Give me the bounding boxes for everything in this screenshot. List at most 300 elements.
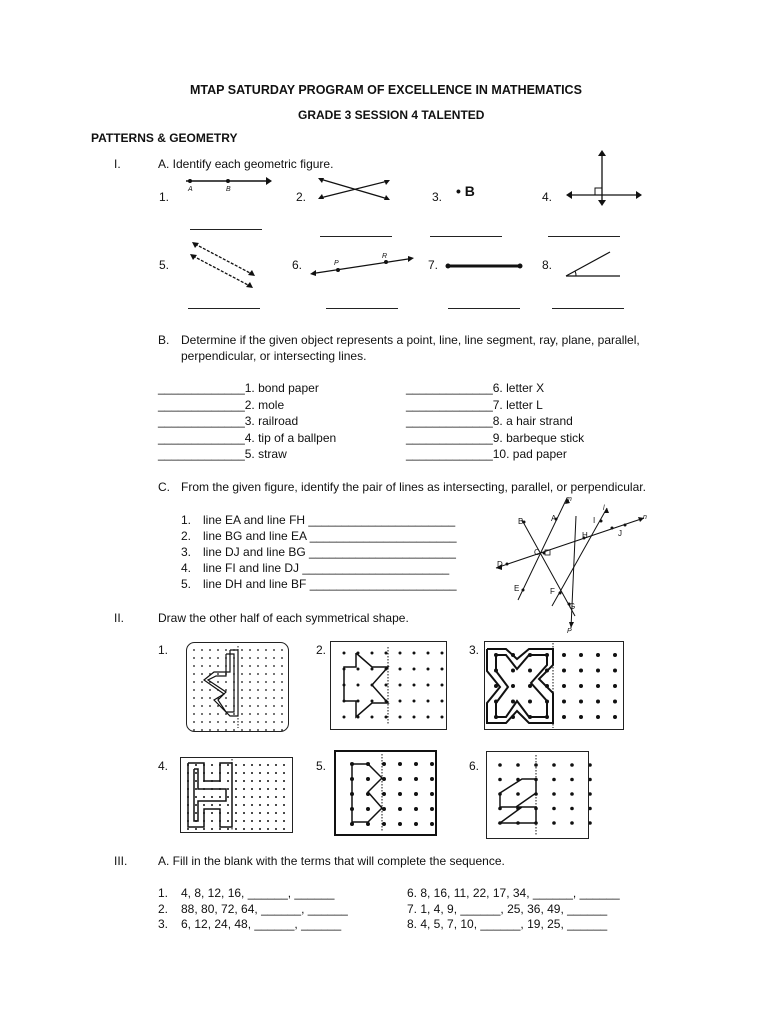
- grid-dot: [241, 729, 243, 731]
- grid-dot: [273, 713, 275, 715]
- part-3-instruction: A. Fill in the blank with the terms that will complete the sequence.: [158, 854, 505, 868]
- grid-dot: [193, 657, 195, 659]
- grid-dot: [249, 689, 251, 691]
- grid-dot: [211, 764, 213, 766]
- grid-dot: [441, 716, 444, 719]
- grid-dot: [241, 721, 243, 723]
- grid-dot: [265, 665, 267, 667]
- grid-dot: [511, 669, 515, 673]
- answer-blank[interactable]: [430, 236, 502, 237]
- grid-dot: [562, 715, 566, 719]
- grid-dot: [385, 684, 388, 687]
- figure-number: 2.: [296, 190, 307, 204]
- grid-dot: [195, 772, 197, 774]
- grid-dot: [267, 764, 269, 766]
- grid-dot: [225, 681, 227, 683]
- figure-label-d: D: [497, 560, 503, 569]
- grid-dot: [265, 697, 267, 699]
- grid-dot: [273, 657, 275, 659]
- grid-dot: [267, 780, 269, 782]
- grid-dot: [371, 700, 374, 703]
- grid-dot: [249, 665, 251, 667]
- grid-dot: [217, 665, 219, 667]
- grid-dot: [265, 649, 267, 651]
- grid-dot: [241, 697, 243, 699]
- grid-dot: [227, 820, 229, 822]
- section-heading: PATTERNS & GEOMETRY: [91, 131, 238, 145]
- grid-dot: [382, 762, 386, 766]
- grid-dot: [219, 828, 221, 830]
- grid-dot: [267, 788, 269, 790]
- grid-dot: [430, 822, 434, 826]
- grid-dot: [195, 804, 197, 806]
- grid-dot: [516, 763, 520, 767]
- figure-label-m: m: [566, 496, 572, 503]
- grid-dot: [225, 697, 227, 699]
- grid-dot: [259, 796, 261, 798]
- object-item: _____________3. railroad: [158, 414, 299, 428]
- figure-6-label-r: R: [382, 253, 388, 260]
- grid-dot: [243, 764, 245, 766]
- grid-dot: [267, 796, 269, 798]
- figure-6-label-p: P: [334, 260, 339, 267]
- grid-dot: [414, 822, 418, 826]
- grid-dot: [195, 780, 197, 782]
- figure-label-a: A: [551, 514, 557, 523]
- grid-dot: [251, 780, 253, 782]
- grid-dot: [570, 821, 574, 825]
- grid-dot: [193, 713, 195, 715]
- grid-dot: [441, 668, 444, 671]
- grid-dot: [414, 777, 418, 781]
- sequence-item: 4, 8, 12, 16, ______, ______: [181, 886, 335, 900]
- grid-dot: [257, 729, 259, 731]
- shape-number: 6.: [469, 759, 480, 773]
- symmetry-grid-4: [180, 757, 293, 833]
- part-1b-letter: B.: [158, 333, 170, 347]
- grid-dot: [241, 665, 243, 667]
- part-2-instruction: Draw the other half of each symmetrical shape.: [158, 611, 409, 625]
- grid-dot: [265, 681, 267, 683]
- figure-1-label-b: B: [226, 186, 231, 193]
- grid-dot: [201, 673, 203, 675]
- grid-dot: [371, 652, 374, 655]
- grid-dot: [243, 780, 245, 782]
- grid-dot: [385, 716, 388, 719]
- grid-dot: [570, 778, 574, 782]
- symmetry-grid-5: [334, 750, 437, 836]
- grid-dot: [430, 792, 434, 796]
- grid-dot: [249, 729, 251, 731]
- grid-dot: [267, 828, 269, 830]
- object-item: _____________8. a hair strand: [406, 414, 573, 428]
- grid-dot: [357, 700, 360, 703]
- figure-label-e: E: [514, 584, 520, 593]
- grid-dot: [241, 681, 243, 683]
- figure-5-parallel-lines: [190, 240, 260, 290]
- answer-blank[interactable]: [448, 308, 520, 309]
- grid-dot: [201, 657, 203, 659]
- grid-dot: [399, 668, 402, 671]
- grid-dot: [414, 807, 418, 811]
- grid-dot: [235, 796, 237, 798]
- grid-dot: [227, 764, 229, 766]
- grid-dot: [209, 705, 211, 707]
- grid-dot: [283, 772, 285, 774]
- line-pair-item: line BG and line EA ______________________: [203, 529, 457, 543]
- grid-dot: [596, 684, 600, 688]
- grid-dot: [257, 665, 259, 667]
- grid-dot: [357, 668, 360, 671]
- grid-dot: [193, 697, 195, 699]
- grid-dot: [596, 700, 600, 704]
- figure-label-c: C: [534, 548, 540, 557]
- grid-dot: [227, 772, 229, 774]
- worksheet-subtitle: GRADE 3 SESSION 4 TALENTED: [298, 108, 485, 122]
- grid-dot: [441, 684, 444, 687]
- grid-dot: [201, 649, 203, 651]
- grid-dot: [552, 821, 556, 825]
- grid-dot: [193, 705, 195, 707]
- line-pair-item: line DH and line BF ______________________: [203, 577, 457, 591]
- grid-dot: [371, 716, 374, 719]
- grid-dot: [225, 729, 227, 731]
- grid-dot: [281, 721, 283, 723]
- grid-dot: [579, 684, 583, 688]
- grid-dot: [398, 807, 402, 811]
- grid-dot: [267, 812, 269, 814]
- grid-dot: [235, 820, 237, 822]
- line-pair-number: 5.: [181, 577, 192, 591]
- grid-dot: [227, 788, 229, 790]
- grid-dot: [596, 669, 600, 673]
- grid-dot: [259, 764, 261, 766]
- grid-dot: [427, 684, 430, 687]
- answer-blank[interactable]: [326, 308, 398, 309]
- grid-dot: [257, 681, 259, 683]
- grid-dot: [579, 669, 583, 673]
- grid-dot: [399, 700, 402, 703]
- grid-dot: [209, 657, 211, 659]
- grid-dot: [562, 684, 566, 688]
- grid-dot: [227, 796, 229, 798]
- line-pair-number: 3.: [181, 545, 192, 559]
- grid-dot: [579, 715, 583, 719]
- grid-dot: [267, 772, 269, 774]
- grid-dot: [219, 796, 221, 798]
- grid-dot: [225, 649, 227, 651]
- worksheet-title: MTAP SATURDAY PROGRAM OF EXCELLENCE IN MATHEMATICS: [190, 83, 582, 97]
- grid-dot: [241, 673, 243, 675]
- figure-1-label-a: A: [188, 186, 193, 193]
- figure-label-p: P: [567, 628, 572, 635]
- grid-dot: [613, 700, 617, 704]
- grid-dot: [427, 716, 430, 719]
- figure-label-b: B: [518, 517, 524, 526]
- grid-dot: [366, 777, 370, 781]
- figure-4-perpendicular-lines: [566, 150, 642, 206]
- grid-dot: [211, 828, 213, 830]
- grid-dot: [235, 828, 237, 830]
- answer-blank[interactable]: [320, 236, 392, 237]
- grid-dot: [399, 652, 402, 655]
- shape-number: 2.: [316, 643, 327, 657]
- figure-number: 3.: [432, 190, 443, 204]
- grid-dot: [343, 716, 346, 719]
- figure-3-point: • B: [456, 183, 475, 199]
- grid-dot: [259, 804, 261, 806]
- part-1a-instruction: A. Identify each geometric figure.: [158, 157, 334, 171]
- figure-label-l: l: [603, 505, 605, 512]
- figure-label-h: H: [582, 531, 588, 540]
- grid-dot: [211, 820, 213, 822]
- grid-dot: [511, 684, 515, 688]
- grid-dot: [209, 689, 211, 691]
- part-2-numeral: II.: [114, 611, 125, 625]
- grid-dot: [267, 804, 269, 806]
- grid-dot: [243, 828, 245, 830]
- grid-dot: [193, 673, 195, 675]
- grid-dot: [265, 657, 267, 659]
- grid-dot: [233, 729, 235, 731]
- grid-dot: [552, 763, 556, 767]
- part-3-numeral: III.: [114, 854, 128, 868]
- line-pair-number: 1.: [181, 513, 192, 527]
- grid-dot: [235, 812, 237, 814]
- grid-dot: [562, 653, 566, 657]
- grid-dot: [259, 820, 261, 822]
- grid-dot: [257, 713, 259, 715]
- grid-dot: [243, 804, 245, 806]
- object-item: _____________10. pad paper: [406, 447, 567, 461]
- grid-dot: [596, 653, 600, 657]
- grid-dot: [201, 689, 203, 691]
- grid-dot: [281, 705, 283, 707]
- sequence-item: 6. 8, 16, 11, 22, 17, 34, ______, ______: [407, 886, 620, 900]
- grid-dot: [498, 778, 502, 782]
- grid-dot: [257, 705, 259, 707]
- shape-number: 1.: [158, 643, 169, 657]
- grid-dot: [241, 657, 243, 659]
- sequence-number: 1.: [158, 886, 169, 900]
- answer-blank[interactable]: [548, 236, 620, 237]
- grid-dot: [399, 684, 402, 687]
- line-pair-number: 4.: [181, 561, 192, 575]
- grid-dot: [249, 673, 251, 675]
- grid-dot: [430, 777, 434, 781]
- grid-dot: [579, 653, 583, 657]
- line-pair-item: line DJ and line BG ______________________: [203, 545, 456, 559]
- grid-dot: [267, 820, 269, 822]
- grid-dot: [259, 780, 261, 782]
- grid-dot: [275, 764, 277, 766]
- grid-dot: [235, 772, 237, 774]
- grid-dot: [251, 796, 253, 798]
- figure-number: 1.: [159, 190, 170, 204]
- grid-dot: [265, 673, 267, 675]
- grid-dot: [273, 665, 275, 667]
- part-1c-letter: C.: [158, 480, 170, 494]
- grid-dot: [283, 828, 285, 830]
- sequence-item: 7. 1, 4, 9, ______, 25, 36, 49, ______: [407, 902, 608, 916]
- grid-dot: [275, 788, 277, 790]
- grid-dot: [283, 764, 285, 766]
- grid-dot: [201, 705, 203, 707]
- grid-dot: [249, 657, 251, 659]
- grid-dot: [613, 653, 617, 657]
- grid-dot: [273, 689, 275, 691]
- grid-dot: [413, 652, 416, 655]
- grid-dot: [225, 721, 227, 723]
- grid-dot: [195, 828, 197, 830]
- grid-dot: [251, 828, 253, 830]
- figure-number: 7.: [428, 258, 439, 272]
- part-1b-instruction-line1: Determine if the given object represents a point, line, line segment, ray, plane, parallel,: [181, 333, 640, 347]
- symmetry-grid-1: [186, 642, 289, 732]
- shape-number: 3.: [469, 643, 480, 657]
- grid-dot: [209, 649, 211, 651]
- grid-dot: [413, 684, 416, 687]
- grid-dot: [259, 828, 261, 830]
- figure-label-f: F: [550, 587, 555, 596]
- figure-label-j: J: [618, 529, 622, 538]
- grid-dot: [613, 669, 617, 673]
- grid-dot: [251, 804, 253, 806]
- grid-dot: [283, 796, 285, 798]
- part-1b-instruction-line2: perpendicular, or intersecting lines.: [181, 349, 367, 363]
- grid-dot: [217, 713, 219, 715]
- grid-dot: [273, 697, 275, 699]
- grid-dot: [273, 705, 275, 707]
- grid-dot: [570, 792, 574, 796]
- grid-dot: [241, 713, 243, 715]
- grid-dot: [259, 772, 261, 774]
- grid-dot: [227, 780, 229, 782]
- grid-dot: [203, 796, 205, 798]
- grid-dot: [249, 705, 251, 707]
- grid-dot: [243, 788, 245, 790]
- answer-blank[interactable]: [190, 229, 262, 230]
- grid-dot: [235, 804, 237, 806]
- grid-dot: [273, 681, 275, 683]
- grid-dot: [430, 762, 434, 766]
- intersecting-lines-figure: [484, 496, 654, 636]
- grid-dot: [257, 649, 259, 651]
- figure-label-g: G: [569, 602, 576, 611]
- object-item: _____________2. mole: [158, 398, 285, 412]
- grid-dot: [225, 689, 227, 691]
- grid-dot: [265, 729, 267, 731]
- grid-dot: [217, 673, 219, 675]
- grid-dot: [498, 763, 502, 767]
- part-1c-instruction: From the given figure, identify the pair of lines as intersecting, parallel, or perpendicular.: [181, 480, 646, 494]
- grid-dot: [281, 665, 283, 667]
- grid-dot: [528, 669, 532, 673]
- grid-dot: [430, 807, 434, 811]
- grid-dot: [219, 804, 221, 806]
- grid-dot: [251, 812, 253, 814]
- grid-dot: [211, 812, 213, 814]
- line-pair-item: line FI and line DJ ______________________: [203, 561, 450, 575]
- sequence-item: 88, 80, 72, 64, ______, ______: [181, 902, 348, 916]
- grid-dot: [414, 792, 418, 796]
- sequence-number: 3.: [158, 917, 169, 931]
- grid-dot: [275, 796, 277, 798]
- grid-dot: [235, 788, 237, 790]
- figure-6-line: [310, 252, 414, 278]
- symmetry-grid-3: [484, 641, 624, 730]
- shape-number: 5.: [316, 759, 327, 773]
- grid-dot: [243, 812, 245, 814]
- grid-dot: [217, 681, 219, 683]
- grid-dot: [257, 697, 259, 699]
- grid-dot: [241, 705, 243, 707]
- figure-2-intersecting-lines: [318, 176, 390, 202]
- grid-dot: [265, 713, 267, 715]
- grid-dot: [273, 649, 275, 651]
- grid-dot: [195, 788, 197, 790]
- shape-number: 4.: [158, 759, 169, 773]
- object-item: _____________4. tip of a ballpen: [158, 431, 337, 445]
- grid-dot: [265, 721, 267, 723]
- grid-dot: [414, 762, 418, 766]
- grid-dot: [201, 697, 203, 699]
- grid-dot: [399, 716, 402, 719]
- line-pair-item: line EA and line FH ______________________: [203, 513, 456, 527]
- grid-dot: [343, 652, 346, 655]
- grid-dot: [275, 772, 277, 774]
- grid-dot: [217, 729, 219, 731]
- object-item: _____________1. bond paper: [158, 381, 319, 395]
- grid-dot: [209, 721, 211, 723]
- grid-dot: [596, 715, 600, 719]
- grid-dot: [209, 729, 211, 731]
- grid-dot: [195, 796, 197, 798]
- grid-dot: [193, 689, 195, 691]
- grid-dot: [275, 828, 277, 830]
- grid-dot: [516, 792, 520, 796]
- grid-dot: [398, 777, 402, 781]
- grid-dot: [211, 804, 213, 806]
- grid-dot: [511, 700, 515, 704]
- object-item: _____________9. barbeque stick: [406, 431, 585, 445]
- grid-dot: [211, 772, 213, 774]
- grid-dot: [243, 796, 245, 798]
- grid-dot: [193, 665, 195, 667]
- figure-label-n: n: [643, 514, 647, 521]
- grid-dot: [227, 804, 229, 806]
- answer-blank[interactable]: [552, 308, 624, 309]
- grid-dot: [275, 812, 277, 814]
- answer-blank[interactable]: [188, 308, 260, 309]
- grid-dot: [249, 697, 251, 699]
- grid-dot: [209, 665, 211, 667]
- grid-dot: [579, 700, 583, 704]
- grid-dot: [249, 681, 251, 683]
- object-item: _____________5. straw: [158, 447, 287, 461]
- grid-dot: [203, 828, 205, 830]
- grid-dot: [265, 689, 267, 691]
- grid-dot: [275, 780, 277, 782]
- grid-dot: [227, 812, 229, 814]
- grid-dot: [249, 713, 251, 715]
- grid-dot: [562, 669, 566, 673]
- grid-dot: [243, 772, 245, 774]
- grid-dot: [281, 729, 283, 731]
- grid-dot: [283, 804, 285, 806]
- grid-dot: [613, 715, 617, 719]
- figure-number: 6.: [292, 258, 303, 272]
